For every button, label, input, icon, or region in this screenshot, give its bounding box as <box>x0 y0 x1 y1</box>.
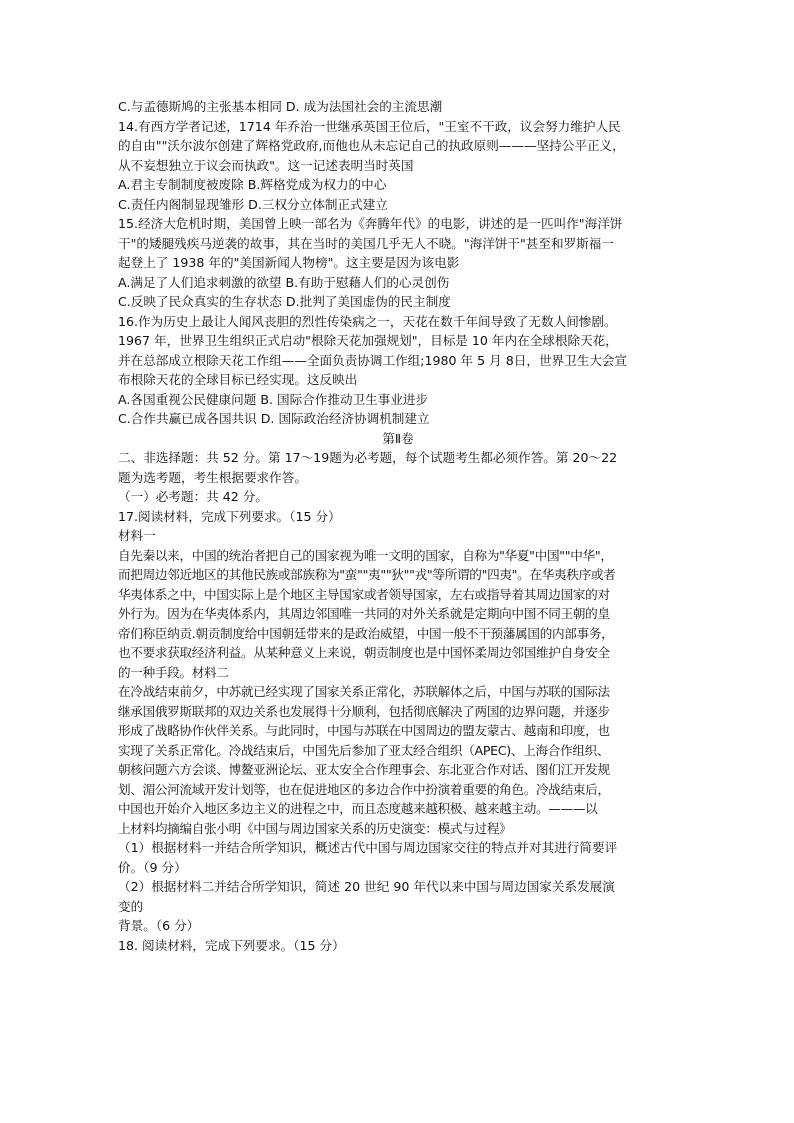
q17-material2-source: 上材料均摘编自张小明《中国与周边国家关系的历史演变：模式与过程》 <box>118 820 512 836</box>
q17-subquestion-1-line: （1）根据材料一并结合所学知识，概述古代中国与周边国家交往的特点并对其进行简要评 <box>118 840 618 855</box>
q16-options-ab: A.各国重视公民健康问题 B. 国际合作推动卫生事业进步 <box>118 391 429 407</box>
q15-options-cd: C.反映了民众真实的生存状态 D.批判了美国虚伪的民主制度 <box>118 294 451 309</box>
q17-material2-line: 划、湄公河流域开发计划等，也在促进地区的多边合作中扮演着重要的角色。冷战结束后， <box>118 781 610 797</box>
part2-intro-line: 二、非选择题：共 52 分。第 17～19题为必考题，每个试题考生都必须作答。第 20～22 <box>118 450 618 465</box>
q15-stem-line: 干"的矮腿残疾马逆袭的故事，其在当时的美国几乎无人不晓。"海洋饼干"甚至和罗斯福一 <box>118 235 614 251</box>
q14-stem-line: 的自由""沃尔波尔创建了辉格党政府,而他也从未忘记自己的执政原则———坚持公平正义， <box>118 138 625 153</box>
q18-prompt: 18. 阅读材料，完成下列要求。（15 分） <box>118 937 345 953</box>
q14-options-ab: A.君主专制制度被废除 B.辉格党成为权力的中心 <box>118 177 387 192</box>
q17-material1-line: 也不要求获取经济利益。从某种意义上来说，朝贡制度也是中国怀柔周边邻国维护自身安全 <box>118 645 610 660</box>
part2-intro-line: 题为选考题，考生根据要求作答。 <box>118 469 307 485</box>
required-section-heading: （一）必考题：共 42 分。 <box>118 489 268 504</box>
q13-options-cd: C.与孟德斯鸠的主张基本相同 D. 成为法国社会的主流思潮 <box>118 99 443 114</box>
exam-page <box>118 97 678 955</box>
q15-stem-line: 15.经济大危机时期，美国曾上映一部名为《奔腾年代》的电影，讲述的是一匹叫作"海洋饼 <box>118 216 623 231</box>
q17-material2-line: 继承国俄罗斯联邦的双边关系也发展得十分顺利，包括彻底解决了两国的边界问题，并逐步 <box>118 703 610 719</box>
q17-material1-line: 华夷体系之中，中国实际上是个地区主导国家或者领导国家，左右或指导着其周边国家的对 <box>118 586 610 602</box>
q15-options-ab: A.满足了人们追求刺激的欲望 B.有助于慰藉人们的心灵创伤 <box>118 274 450 290</box>
q17-subquestion-2-line: 背景。（6 分） <box>118 918 200 933</box>
q16-stem-line: 并在总部成立根除天花工作组——全面负责协调工作组;1980 年 5 月 8日，世界卫生大会宣 <box>118 352 628 368</box>
q17-material1-line: 帝们称臣纳贡.朝贡制度给中国朝廷带来的是政治威望，中国一般不干预藩属国的内部事务， <box>118 625 614 641</box>
q17-prompt: 17.阅读材料，完成下列要求。（15 分） <box>118 508 341 524</box>
q17-material2-line: 在冷战结束前夕，中苏就已经实现了国家关系正常化，苏联解体之后，中国与苏联的国际法 <box>118 684 610 699</box>
q16-options-cd: C.合作共赢已成各国共识 D. 国际政治经济协调机制建立 <box>118 411 430 426</box>
q17-material1-line: 而把周边邻近地区的其他民族或部族称为"蛮""夷""狄""戎"等所谓的"四夷"。在华夷秩序或者 <box>118 567 616 582</box>
q16-stem-line: 1967 年，世界卫生组织正式启动"根除天花加强规划"，目标是 10 年内在全球根除天花， <box>118 333 618 348</box>
q14-options-cd: C.责任内阁制显现雏形 D.三权分立体制正式建立 <box>118 196 388 212</box>
q17-subquestion-1-line: 价。（9 分） <box>118 859 187 875</box>
q14-stem-line: 从不妄想独立于议会而执政"。这一记述表明当时英国 <box>118 157 414 173</box>
q16-stem-line: 16.作为历史上最让人闻风丧胆的烈性传染病之一，天花在数千年间导致了无数人间惨剧。 <box>118 313 617 329</box>
q17-subquestion-2-line: 变的 <box>118 898 144 914</box>
q17-material1-label: 材料一 <box>118 528 156 543</box>
part2-title: 第Ⅱ卷 <box>382 430 414 446</box>
q15-stem-line: 起登上了 1938 年的"美国新闻人物榜"。这主要是因为该电影 <box>118 255 460 270</box>
q17-material2-line: 朝核问题六方会谈、博鳌亚洲论坛、亚太安全合作理事会、东北亚合作对话、图们江开发规 <box>118 762 610 777</box>
q17-subquestion-2-line: （2）根据材料二并结合所学知识，简述 20 世纪 90 年代以来中国与周边国家关系发展演 <box>118 879 615 894</box>
q16-stem-line: 布根除天花的全球目标已经实现。这反映出 <box>118 372 358 387</box>
q17-material2-line: 实现了关系正常化。冷战结束后，中国先后参加了亚太经合组织（APEC)、上海合作组织、 <box>118 742 610 758</box>
q17-material2-line: 形成了战略协作伙伴关系。与此同时，中国与苏联在中国周边的盟友蒙古、越南和印度，也 <box>118 723 610 738</box>
q14-stem-line: 14.有西方学者记述，1714 年乔治一世继承英国王位后，"王室不干政，议会努力维护人民 <box>118 118 621 134</box>
q17-material2-line: 中国也开始介入地区多边主义的进程之中，而且态度越来越积极、越来越主动。———以 <box>118 801 598 816</box>
q17-material1-line: 外行为。因为在华夷体系内，其周边邻国唯一共同的对外关系就是定期向中国不同王朝的皇 <box>118 606 610 621</box>
q17-material1-line: 的一种手段。材料二 <box>118 664 229 680</box>
q17-material1-line: 自先秦以来，中国的统治者把自己的国家视为唯一文明的国家，自称为"华夏"中国""中华"， <box>118 547 613 563</box>
